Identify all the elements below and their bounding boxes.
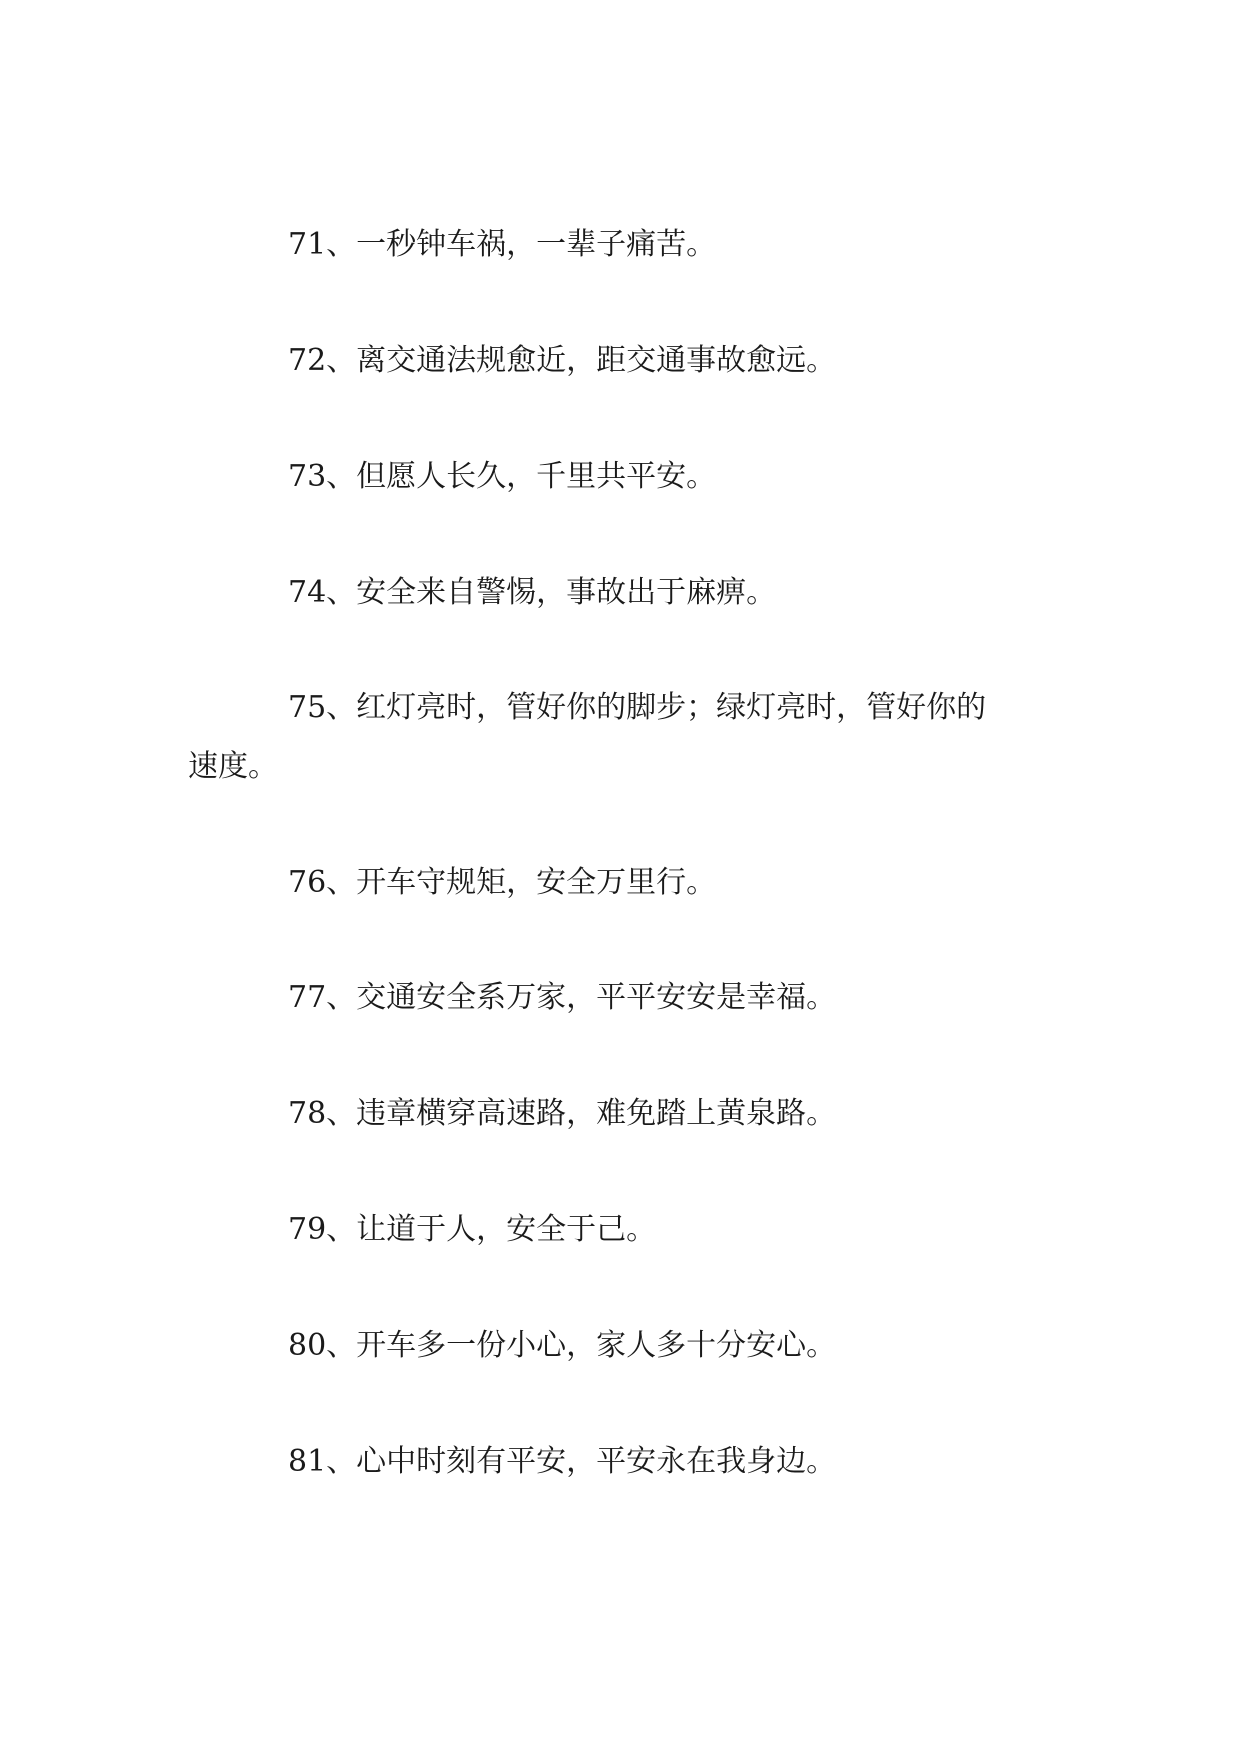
slogan-item-80: 80、开车多一份小心，家人多十分安心。 [288,1328,837,1363]
slogan-item-81: 81、心中时刻有平安，平安永在我身边。 [288,1444,837,1479]
slogan-item-74: 74、安全来自警惕，事故出于麻痹。 [288,575,777,610]
slogan-item-75: 75、红灯亮时，管好你的脚步；绿灯亮时，管好你的 [288,690,987,725]
slogan-item-73: 73、但愿人长久，千里共平安。 [288,459,717,494]
slogan-item-78: 78、违章横穿高速路，难免踏上黄泉路。 [288,1096,837,1131]
slogan-item-76: 76、开车守规矩，安全万里行。 [288,865,717,900]
slogan-item-72: 72、离交通法规愈近，距交通事故愈远。 [288,343,837,378]
slogan-item-79: 79、让道于人，安全于己。 [288,1212,657,1247]
slogan-item-75-continuation: 速度。 [188,749,278,784]
slogan-item-77: 77、交通安全系万家，平平安安是幸福。 [288,980,837,1015]
slogan-item-71: 71、一秒钟车祸，一辈子痛苦。 [288,227,717,262]
